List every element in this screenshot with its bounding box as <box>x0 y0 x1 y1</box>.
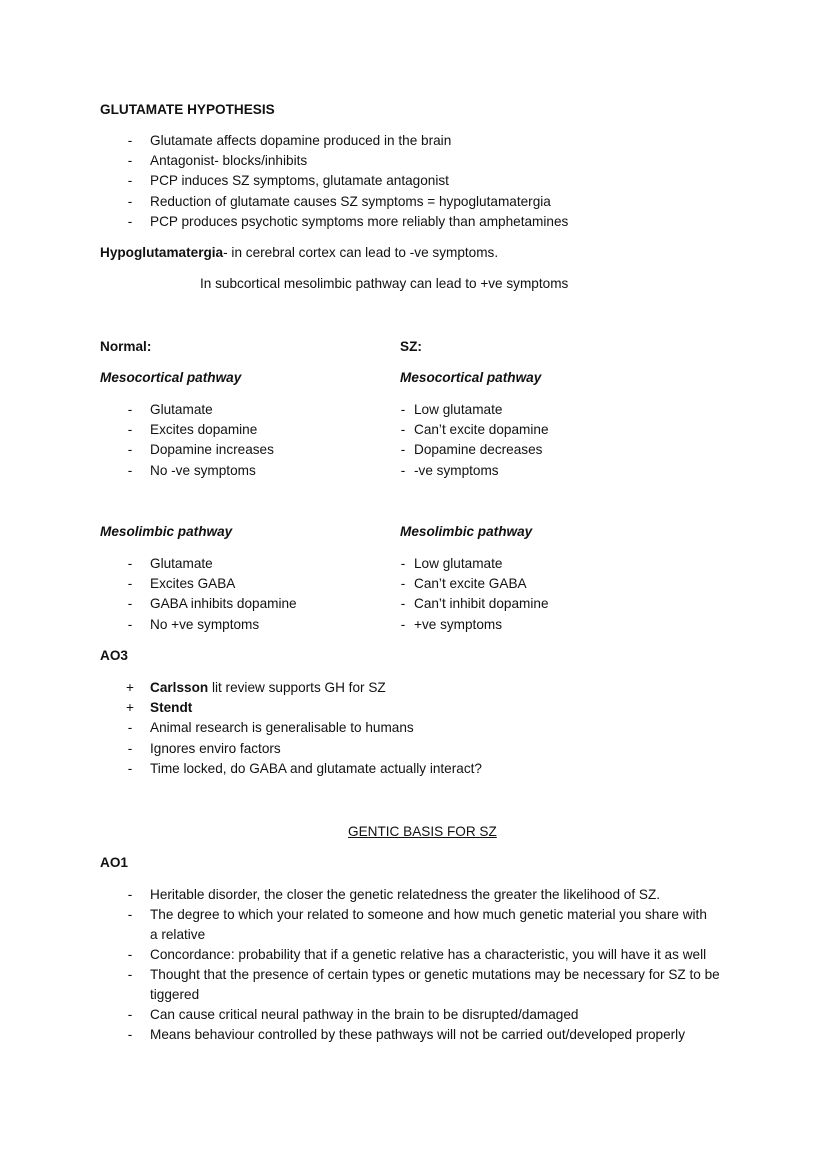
glutamate-bullet-list <box>125 131 725 232</box>
dash-bullet-icon: - <box>127 720 133 736</box>
list-item: - Glutamate <box>125 554 385 574</box>
list-item: - Heritable disorder, the closer the genetic relatedness the greater the likelihood of SZ. <box>125 885 735 905</box>
dash-bullet-icon: - <box>127 887 133 902</box>
dash-bullet-icon: - <box>400 616 406 632</box>
list-item: - Can cause critical neural pathway in the brain to be disrupted/damaged <box>125 1005 735 1025</box>
ao3-evaluation-list <box>125 678 725 779</box>
dash-bullet-icon: - <box>400 596 406 612</box>
dash-bullet-icon: - <box>400 556 406 571</box>
list-item: - Excites GABA <box>125 574 385 594</box>
dash-bullet-icon: - <box>127 213 133 229</box>
sz-mesocortical-list <box>398 400 658 481</box>
hypoglutamatergia-term: Hypoglutamatergia <box>100 245 224 260</box>
dash-bullet-icon: - <box>127 133 133 148</box>
list-item: - Animal research is generalisable to humans <box>125 718 725 738</box>
list-item: + Carlsson lit review supports GH for SZ <box>125 678 725 698</box>
hypoglutamatergia-continuation: In subcortical mesolimbic pathway can lead to +ve symptoms <box>200 276 569 291</box>
dash-bullet-icon: - <box>127 153 133 169</box>
sz-heading: SZ: <box>400 339 422 354</box>
list-item: - Can’t excite dopamine <box>398 420 658 440</box>
dash-bullet-icon: - <box>127 402 133 417</box>
dash-bullet-icon: - <box>127 173 133 189</box>
list-item: - Can’t excite GABA <box>398 574 658 594</box>
list-item: - Excites dopamine <box>125 420 385 440</box>
list-item: - No -ve symptoms <box>125 461 385 481</box>
sz-mesolimbic-list <box>398 554 658 635</box>
sz-mesolimbic-title: Mesolimbic pathway <box>400 524 533 539</box>
hypoglutamatergia-definition: Hypoglutamatergia- in cerebral cortex can lead to -ve symptoms. <box>100 245 499 260</box>
list-item: - Ignores enviro factors <box>125 739 725 759</box>
dash-bullet-icon: - <box>127 967 133 982</box>
dash-bullet-icon: - <box>400 422 406 438</box>
dash-bullet-icon: - <box>127 907 133 922</box>
genetic-ao1-list <box>125 885 735 1045</box>
normal-mesocortical-title: Mesocortical pathway <box>100 370 242 385</box>
plus-bullet-icon: + <box>126 680 134 695</box>
list-item: - Antagonist- blocks/inhibits <box>125 151 725 171</box>
dash-bullet-icon: - <box>127 462 133 478</box>
dash-bullet-icon: - <box>127 556 133 571</box>
list-item: + Stendt <box>125 698 725 718</box>
list-item: - Low glutamate <box>398 400 658 420</box>
dash-bullet-icon: - <box>127 760 133 776</box>
list-item: - -ve symptoms <box>398 461 658 481</box>
list-item: - +ve symptoms <box>398 615 658 635</box>
dash-bullet-icon: - <box>127 442 133 458</box>
normal-heading: Normal: <box>100 339 152 354</box>
dash-bullet-icon: - <box>400 442 406 458</box>
dash-bullet-icon: - <box>127 1007 133 1022</box>
list-item: - Glutamate <box>125 400 385 420</box>
list-item: - Concordance: probability that if a genetic relative has a characteristic, you will have it as well <box>125 945 735 965</box>
dash-bullet-icon: - <box>400 462 406 478</box>
list-item: - PCP produces psychotic symptoms more reliably than amphetamines <box>125 212 725 232</box>
dash-bullet-icon: - <box>400 402 406 417</box>
ao1-heading: AO1 <box>100 855 128 870</box>
list-item: - Dopamine decreases <box>398 440 658 460</box>
list-item: - Dopamine increases <box>125 440 385 460</box>
dash-bullet-icon: - <box>127 1027 133 1042</box>
normal-mesocortical-list <box>125 400 385 481</box>
dash-bullet-icon: - <box>127 422 133 438</box>
dash-bullet-icon: - <box>400 576 406 592</box>
list-item: - No +ve symptoms <box>125 615 385 635</box>
list-item: - Reduction of glutamate causes SZ symptoms = hypoglutamatergia <box>125 192 725 212</box>
list-item: - Thought that the presence of certain types or genetic mutations may be necessary for SZ to be tiggered <box>125 965 735 1005</box>
normal-mesolimbic-title: Mesolimbic pathway <box>100 524 233 539</box>
dash-bullet-icon: - <box>127 947 133 962</box>
list-item: - Time locked, do GABA and glutamate actually interact? <box>125 759 725 779</box>
dash-bullet-icon: - <box>127 576 133 592</box>
sz-mesocortical-title: Mesocortical pathway <box>400 370 542 385</box>
dash-bullet-icon: - <box>127 616 133 632</box>
dash-bullet-icon: - <box>127 740 133 756</box>
list-item: - Glutamate affects dopamine produced in the brain <box>125 131 725 151</box>
list-item: - The degree to which your related to someone and how much genetic material you share with a relative <box>125 905 735 945</box>
section-title-glutamate-hypothesis: GLUTAMATE HYPOTHESIS <box>100 102 275 117</box>
list-item: - GABA inhibits dopamine <box>125 594 385 614</box>
dash-bullet-icon: - <box>127 193 133 209</box>
list-item: - PCP induces SZ symptoms, glutamate antagonist <box>125 171 725 191</box>
list-item: - Low glutamate <box>398 554 658 574</box>
dash-bullet-icon: - <box>127 596 133 612</box>
plus-bullet-icon: + <box>126 700 134 716</box>
list-item: - Means behaviour controlled by these pathways will not be carried out/developed properly <box>125 1025 735 1045</box>
section-title-genetic-basis: GENTIC BASIS FOR SZ <box>348 824 497 839</box>
list-item: - Can’t inhibit dopamine <box>398 594 658 614</box>
normal-mesolimbic-list <box>125 554 385 635</box>
ao3-heading: AO3 <box>100 648 128 663</box>
